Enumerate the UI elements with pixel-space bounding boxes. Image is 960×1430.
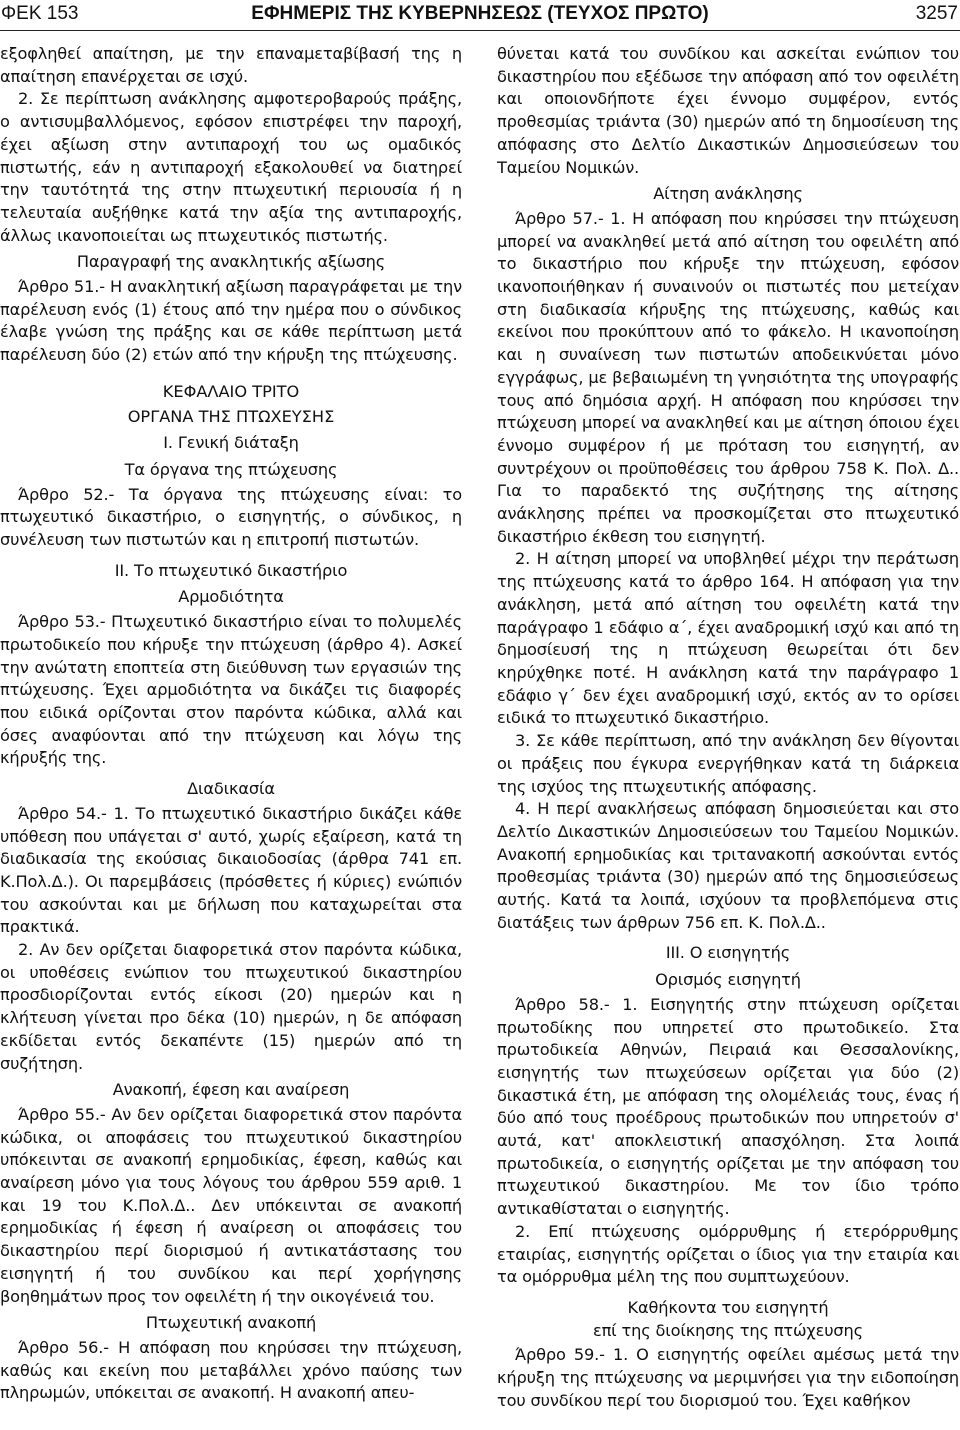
article-59: Άρθρο 59.- 1. Ο εισηγητής οφείλει αμέσως μετά την κήρυξη της πτώχευσης να μεριμνήσει για την ειδοποίηση του συνδίκου περί του διορισμού του. Έχει καθήκον (497, 1345, 959, 1410)
article-57-2: 2. Η αίτηση μπορεί να υποβληθεί μέχρι την περάτωση της πτώχευσης κατά το άρθρο 164. Η απόφαση για την ανάκληση, μετά από αίτηση του οφειλέτη κατά την παράγραφο 1 εδάφιο α΄, έχει αναδρομική ισχύ και από τη δημοσίευσή της η πτώχευση θεωρείται ότι δεν κηρύχθηκε ποτέ. Η ανάκληση κατά την παράγραφο 1 εδάφιο γ΄ δεν έχει αναδρομική ισχύ, εκτός αν το ορίσει ειδικά το πτωχευτικό δικαστήριο. (497, 549, 959, 728)
paragraph: εξοφληθεί απαίτηση, με την επαναμεταβίβασή της η απαίτηση επανέρχεται σε ισχύ. (0, 44, 462, 86)
issue-number: ΦΕΚ 153 (1, 3, 79, 24)
article-57-3: 3. Σε κάθε περίπτωση, από την ανάκληση δεν θίγονται οι πράξεις που έγκυρα ενεργήθηκαν κατά τη διάρκεια της ισχύος της πτωχευτικής απόφασης. (497, 731, 959, 796)
section-heading: Διαδικασία (187, 779, 275, 799)
right-column (497, 43, 959, 1412)
article-57-4: 4. Η περί ανακλήσεως απόφαση δημοσιεύεται και στο Δελτίο Δικαστικών Δημοσιεύσεων του Ταμείου Νομικών. Ανακοπή ερημοδικίας και τριτανακοπή ασκούνται εντός προθεσμίας τριάντα (30) ημερών από της δημοσιεύσεως αυτής. Κατά τα λοιπά, ισχύουν τα προβλεπόμενα στις διατάξεις των άρθρων 756 επ. Κ. Πολ.Δ.. (497, 799, 959, 932)
section-heading: Παραγραφή της ανακλητικής αξίωσης (76, 252, 386, 272)
article-52: Άρθρο 52.- Τα όργανα της πτώχευσης είναι: το πτωχευτικό δικαστήριο, ο εισηγητής, ο σύνδικος, η συνέλευση των πιστωτών και η επιτροπή πιστωτών. (0, 484, 462, 550)
article-54-2: 2. Αν δεν ορίζεται διαφορετικά στον παρόντα κώδικα, οι υποθέσεις ενώπιον του πτωχευτικού δικαστηρίου προσδιορίζονται εντός είκοσι (20) ημερών και η κλήτευση γίνεται προ δέκα (10) ημερών, η δε απόφαση εκδίδεται εντός δεκαπέντε (15) ημερών από τη συζήτηση. (0, 940, 462, 1073)
section-heading: επί της διοίκησης της πτώχευσης (592, 1320, 864, 1340)
article-54-1: Άρθρο 54.- 1. Το πτωχευτικό δικαστήριο δικάζει κάθε υπόθεση που υπάγεται σ' αυτό, χωρίς εξαίρεση, κατά τη διαδικασία της εκούσιας δικαιοδοσίας (άρθρα 741 επ. Κ.Πολ.Δ.). Οι παρεμβάσεις (πρόσθετες ή κύριες) ενώπιόν του ασκούνται και με δήλωση που καταχωρείται στα πρακτικά. (0, 803, 462, 937)
paragraph: θύνεται κατά του συνδίκου και ασκείται ενώπιον του δικαστηρίου που εξέδωσε την απόφαση από τον οφειλέτη και οποιονδήποτε έχει έννομο συμφέρον, εντός προθεσμίας τριάντα (30) ημερών από τη δημοσίευση της απόφασης στο Δελτίο Δικαστικών Δημοσιεύσεων του Ταμείου Νομικών. (497, 44, 959, 177)
article-58-1: Άρθρο 58.- 1. Εισηγητής στην πτώχευση ορίζεται πρωτοδίκης που υπηρετεί στο πρωτοδικείο. Στα πρωτοδικεία Αθηνών, Πειραιά και Θεσσαλονίκης, εισηγητής των πτωχεύσεων ορίζεται για δύο (2) δικαστικά έτη, με απόφαση της ολομέλειάς τους, ένας ή δύο από τους προέδρους πρωτοδικών που υπηρετούν σ' αυτά, κατ' αποκλειστική απασχόληση. Στα λοιπά πρωτοδικεία, ο εισηγητής ορίζεται με την απόφαση του πτωχευτικού δικαστηρίου. Με τον ίδιο τρόπο αντικαθίσταται ο εισηγητής. (497, 994, 959, 1219)
article-57-1: Άρθρο 57.- 1. Η απόφαση που κηρύσσει την πτώχευση μπορεί να ανακληθεί μετά από αίτηση του οφειλέτη από το δικαστήριο που κήρυξε την πτώχευση, εφόσον ικανοποιήθηκαν ή συναινούν οι πιστωτές που μετείχαν στη διαδικασία κήρυξης της πτώχευσης, καθώς και εκείνοι που προκύπτουν από το φάκελο. Η ικανοποίηση και η συναίνεση των πιστωτών αποδεικνύεται μόνο εγγράφως, με βεβαιωμένη τη γνησιότητα της υπογραφής τους από δημόσια αρχή. Η απόφαση που κηρύσσει την πτώχευση μπορεί να ανακληθεί και με αίτηση όποιου έχει έννομο συμφέρον ή με πρόταση του εισηγητή, αν συντρέχουν οι προϋποθέσεις του άρθρου 758 Κ. Πολ. Δ.. Για το παραδεκτό της συζήτησης της αίτησης ανάκλησης πρέπει να προσκομίζεται στο πτωχευτικό δικαστήριο έκθεση του εισηγητή. (497, 208, 959, 546)
article-53: Άρθρο 53.- Πτωχευτικό δικαστήριο είναι το πολυμελές πρωτοδικείο που κήρυξε την πτώχευση (άρθρο 4). Ασκεί την ανώτατη εποπτεία στη διεύθυνση των εργασιών της πτώχευσης. Έχει αρμοδιότητα να δικάζει τις διαφορές που ειδικά ορίζονται στον παρόντα κώδικα, αλλά και όσες αναφύονται από την πτώχευση και λόγω της κήρυξής της. (0, 612, 462, 768)
article-51: Άρθρο 51.- Η ανακλητική αξίωση παραγράφεται με την παρέλευση ενός (1) έτους από την ημέρα που ο σύνδικος έλαβε γνώση της πράξης και σε κάθε περίπτωση μετά παρέλευση δύο (2) ετών από την κήρυξη της πτώχευσης. (0, 277, 462, 365)
paragraph: 2. Σε περίπτωση ανάκλησης αμφοτεροβαρούς πράξης, ο αντισυμβαλλόμενος, εφόσον επιστρέφει την παροχή, έχει αξίωση στην αντιπαροχή του ως ομαδικός πιστωτής, εάν η αντιπαροχή εξακολουθεί να διατηρεί την ταυτότητά της στην πτωχευτική περιουσία ή η τελευταία αυξήθηκε κατά την αξία της αντιπαροχής, άλλως ικανοποιείται ως πτωχευτικός πιστωτής. (0, 89, 462, 245)
article-55: Άρθρο 55.- Αν δεν ορίζεται διαφορετικά στον παρόντα κώδικα, οι αποφάσεις του πτωχευτικού δικαστηρίου υπόκεινται σε ανακοπή ερημοδικίας, έφεση, καθώς και αναίρεση μόνο για τους λόγους του άρθρου 559 αριθ. 1 και 19 του Κ.Πολ.Δ.. Δεν υπόκεινται σε ανακοπή ερημοδικίας ή έφεση ή αναίρεση οι αποφάσεις του δικαστηρίου περί διορισμού ή αντικατάστασης του εισηγητή ή του συνδίκου και περί χορήγησης βοηθημάτων προς τον οφειλέτη ή την οικογένειά του. (0, 1104, 462, 1306)
section-heading: Τα όργανα της πτώχευσης (124, 459, 338, 479)
section-heading: Ανακοπή, έφεση και αναίρεση (112, 1080, 350, 1100)
page-number: 3257 (915, 3, 958, 24)
chapter-heading: ΚΕΦΑΛΑΙΟ ΤΡΙΤΟ (162, 381, 300, 401)
section-heading: Ορισμός εισηγητή (655, 970, 801, 990)
section-heading: Ι. Γενική διάταξη (163, 433, 299, 453)
section-heading: Καθήκοντα του εισηγητή (627, 1297, 829, 1317)
section-heading: ΙΙ. Το πτωχευτικό δικαστήριο (114, 560, 348, 580)
journal-title: ΕΦΗΜΕΡΙΣ ΤΗΣ ΚΥΒΕΡΝΗΣΕΩΣ (ΤΕΥΧΟΣ ΠΡΩΤΟ) (251, 3, 709, 24)
chapter-title: ΟΡΓΑΝΑ ΤΗΣ ΠΤΩΧΕΥΣΗΣ (127, 406, 335, 426)
section-heading: Αρμοδιότητα (178, 587, 284, 607)
section-heading: Αίτηση ανάκλησης (653, 184, 803, 204)
article-56: Άρθρο 56.- Η απόφαση που κηρύσσει την πτώχευση, καθώς και εκείνη που μεταβάλλει χρόνο παύσης των πληρωμών, υπόκειται σε ανακοπή. Η ανακοπή απευ- (0, 1337, 462, 1403)
section-heading: ΙΙΙ. Ο εισηγητής (665, 943, 791, 963)
page-header (0, 0, 960, 31)
article-58-2: 2. Επί πτώχευσης ομόρρυθμης ή ετερόρρυθμης εταιρίας, εισηγητής ορίζεται ο ίδιος για την εταιρία και τα ομόρρυθμα μέλη της που συμπτωχεύουν. (497, 1221, 959, 1287)
left-column (0, 43, 462, 1405)
section-heading: Πτωχευτική ανακοπή (145, 1313, 317, 1333)
